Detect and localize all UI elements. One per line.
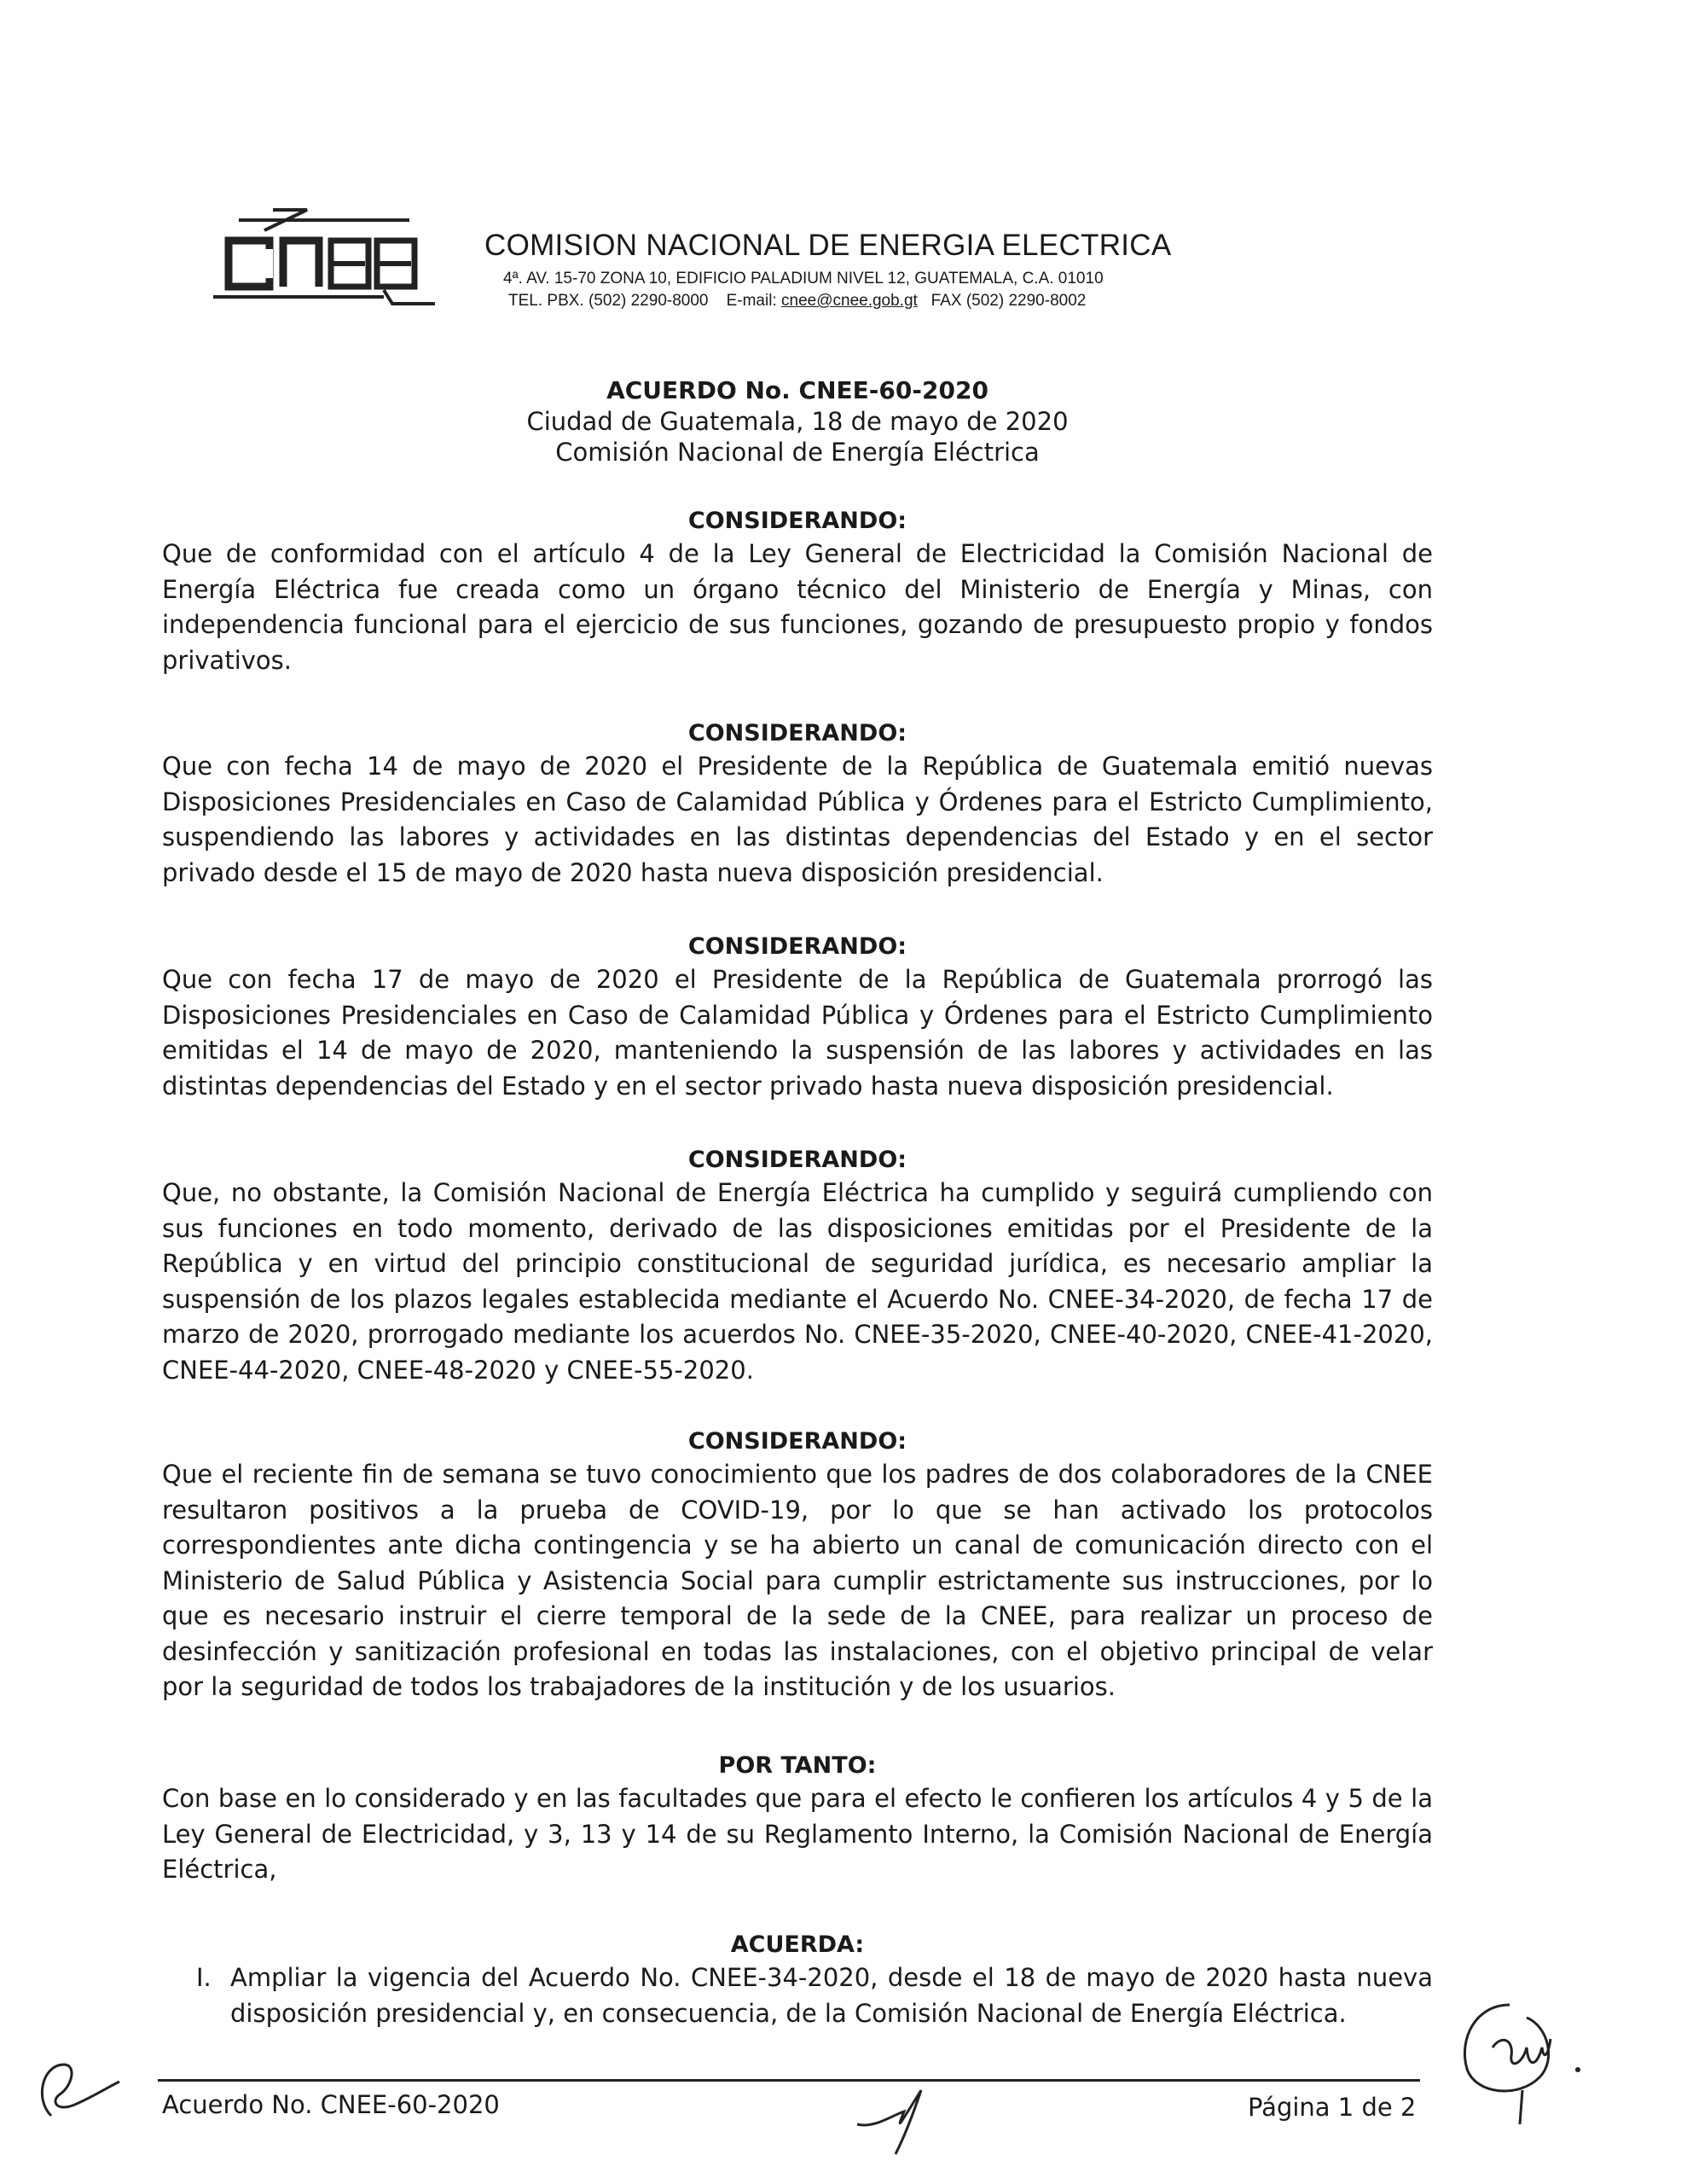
por-tanto — [162, 1751, 1433, 1888]
item-number: I. — [196, 1963, 212, 1992]
considerando-3 — [162, 932, 1433, 1104]
section-text: Que con fecha 17 de mayo de 2020 el Presidente de la República de Guatemala prorrogó las Disposiciones Presidenciales en Caso de Calamidad Pública y Órdenes para el Estricto Cumplimiento emitidas el 14 de mayo de 2020, manteniendo la suspensión de las labores y actividades en las distintas dependencias del Estado y en el sector privado hasta nueva disposición presidencial. — [162, 965, 1433, 1101]
issuer: Comisión Nacional de Energía Eléctrica — [555, 438, 1040, 467]
considerando-2 — [162, 718, 1433, 891]
considerando-4 — [162, 1145, 1433, 1388]
org-tel: TEL. PBX. (502) 2290-8000 — [508, 292, 709, 310]
item-text: Ampliar la vigencia del Acuerdo No. CNEE-34-2020, desde el 18 de mayo de 2020 hasta nueva disposición presidencial y, en consecuencia, de la Comisión Nacional de Energía Eléctrica. — [230, 1963, 1433, 2028]
section-text: Que el reciente fin de semana se tuvo conocimiento que los padres de dos colaboradores de la CNEE resultaron positivos a la prueba de COVID-19, por lo que se han activado los protocolos correspondientes ante dicha contingencia y se ha abierto un canal de comunicación directo con el Ministerio de Salud Pública y Asistencia Social para cumplir estrictamente sus instrucciones, por lo que es necesario instruir el cierre temporal de la sede de la CNEE, para realizar un proceso de desinfección y sanitización profesional en todas las instalaciones, con el objetivo principal de velar por la seguridad de todos los trabajadores de la institución y de los usuarios. — [162, 1460, 1433, 1701]
section-heading: CONSIDERANDO: — [687, 1428, 907, 1455]
org-address: 4ª. AV. 15-70 ZONA 10, EDIFICIO PALADIUM NIVEL 12, GUATEMALA, C.A. 01010 — [503, 270, 1104, 288]
section-text: Que con fecha 14 de mayo de 2020 el Presidente de la República de Guatemala emitió nuevas Disposiciones Presidenciales en Caso de Calamidad Pública y Órdenes para el Estricto Cumplimiento, suspendiendo las labores y actividades en las distintas dependencias del Estado y en el sector privado desde el 15 de mayo de 2020 hasta nueva disposición presidencial. — [162, 752, 1433, 887]
section-text: Que de conformidad con el artículo 4 de la Ley General de Electricidad la Comisión Nacional de Energía Eléctrica fue creada como un órgano técnico del Ministerio de Energía y Minas, con independencia funcional para el ejercicio de sus funciones, gozando de presupuesto propio y fondos privativos. — [162, 539, 1433, 675]
org-fax: FAX (502) 2290-8002 — [930, 292, 1087, 310]
handwritten-signature-right — [1441, 1988, 1595, 2133]
section-text: Que, no obstante, la Comisión Nacional de Energía Eléctrica ha cumplido y seguirá cumpliendo con sus funciones en todo momento, derivado de las disposiciones emitidas por el Presidente de la República y en virtud del principio constitucional de seguridad jurídica, es necesario ampliar la suspensión de los plazos legales establecida mediante el Acuerdo No. CNEE-34-2020, de fecha 17 de marzo de 2020, prorrogado mediante los acuerdos No. CNEE-35-2020, CNEE-40-2020, CNEE-41-2020, CNEE-44-2020, CNEE-48-2020 y CNEE-55-2020. — [162, 1178, 1433, 1385]
org-email-label: E-mail: — [726, 292, 777, 310]
document-title: ACUERDO No. CNEE-60-2020 — [606, 376, 988, 404]
considerando-1 — [162, 506, 1433, 678]
section-heading: POR TANTO: — [718, 1752, 877, 1779]
section-heading: CONSIDERANDO: — [687, 933, 907, 960]
section-heading: ACUERDA: — [730, 1931, 865, 1958]
section-heading: CONSIDERANDO: — [687, 508, 907, 534]
org-email-link[interactable]: cnee@cnee.gob.gt — [781, 292, 918, 310]
section-text: Con base en lo considerado y en las facultades que para el efecto le confieren los artículos 4 y 5 de la Ley General de Electricidad, y 3, 13 y 14 de su Reglamento Interno, la Comisión Nacional de Energía Eléctrica, — [162, 1784, 1433, 1884]
org-contact — [508, 292, 1086, 311]
footer-rule — [158, 2079, 1420, 2082]
org-name: COMISION NACIONAL DE ENERGIA ELECTRICA — [484, 229, 1172, 262]
footer-page-number: Página 1 de 2 — [1248, 2093, 1417, 2122]
place-date: Ciudad de Guatemala, 18 de mayo de 2020 — [526, 407, 1069, 436]
section-heading: CONSIDERANDO: — [687, 1147, 907, 1173]
acuerda-item — [162, 1960, 1433, 2031]
handwritten-initial-left — [26, 2030, 128, 2133]
considerando-5 — [162, 1426, 1433, 1705]
footer-document-id: Acuerdo No. CNEE-60-2020 — [162, 2090, 500, 2119]
title-block — [162, 375, 1433, 468]
cnee-logo — [213, 205, 435, 316]
acuerda — [162, 1930, 1433, 2031]
section-heading: CONSIDERANDO: — [687, 720, 907, 746]
